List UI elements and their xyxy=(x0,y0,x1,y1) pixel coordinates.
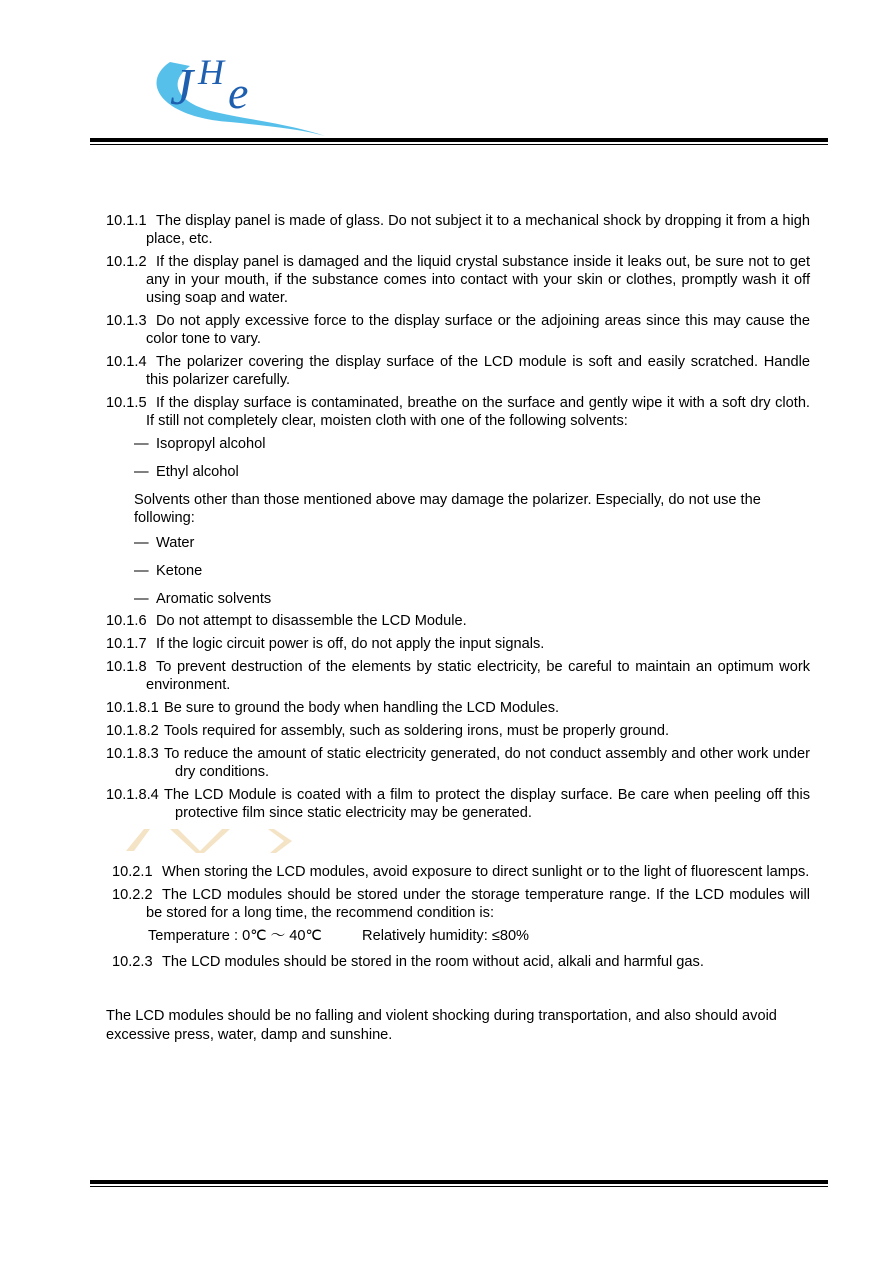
item-number: 10.1.1 xyxy=(106,213,147,229)
solvent-name: Isopropyl alcohol xyxy=(156,436,266,452)
section-decoration xyxy=(106,827,810,853)
item-text: The LCD modules should be stored under the storage temperature range. If the LCD modules will be stored for a long time, the recommend condition is: xyxy=(146,887,810,921)
storage-section xyxy=(106,863,810,971)
list-item xyxy=(106,394,810,430)
svg-text:e: e xyxy=(228,67,249,118)
decoration-graphic xyxy=(106,827,306,853)
list-item xyxy=(106,786,810,822)
solvent-name: Water xyxy=(156,535,195,551)
list-item xyxy=(112,886,810,922)
item-text: If the display surface is contaminated, breathe on the surface and gently wipe it with a soft dry cloth. If still not completely clear, moisten cloth with one of the following solvents: xyxy=(146,395,810,429)
solvents-note: Solvents other than those mentioned above may damage the polarizer. Especially, do not use the following: xyxy=(134,492,761,526)
list-item xyxy=(106,590,810,608)
item-number: 10.1.8.2 xyxy=(106,723,159,739)
item-text: If the logic circuit power is off, do not apply the input signals. xyxy=(156,636,545,652)
solvent-name: Ethyl alcohol xyxy=(156,464,239,480)
item-text: Do not apply excessive force to the display surface or the adjoining areas since this may cause the color tone to vary. xyxy=(146,313,810,347)
storage-humidity: Relatively humidity: ≤80% xyxy=(362,928,530,944)
item-text: The display panel is made of glass. Do not subject it to a mechanical shock by dropping it from a high place, etc. xyxy=(146,213,810,247)
transportation-text: The LCD modules should be no falling and violent shocking during transportation, and also should avoid excessive press, water, damp and sunshine. xyxy=(106,1008,777,1043)
list-item xyxy=(106,212,810,248)
list-item xyxy=(106,253,810,307)
list-item xyxy=(106,312,810,348)
list-item xyxy=(106,722,810,740)
list-item xyxy=(106,562,810,580)
header-rule xyxy=(90,138,828,145)
solvents-bad-list xyxy=(106,534,810,608)
handling-precautions xyxy=(106,212,810,430)
list-item xyxy=(106,745,810,781)
item-text: To reduce the amount of static electricity generated, do not conduct assembly and other work under dry conditions. xyxy=(164,746,810,780)
list-item xyxy=(106,612,810,630)
svg-text:H: H xyxy=(198,52,224,92)
item-number: 10.1.8.3 xyxy=(106,746,159,762)
list-item xyxy=(106,658,810,694)
list-item xyxy=(112,863,810,881)
list-item xyxy=(106,534,810,552)
item-number: 10.1.6 xyxy=(106,613,147,629)
dash-bullet: — xyxy=(134,535,149,551)
list-item xyxy=(106,353,810,389)
item-number: 10.1.8.4 xyxy=(106,787,159,803)
item-text: The LCD Module is coated with a film to protect the display surface. Be care when peeling off this protective film since static electricity may be generated. xyxy=(164,787,810,821)
item-text: Be sure to ground the body when handling the LCD Modules. xyxy=(164,700,560,716)
item-text: The polarizer covering the display surface of the LCD module is soft and easily scratched. Handle this polarizer carefully. xyxy=(146,354,810,388)
list-item xyxy=(106,435,810,453)
item-number: 10.1.3 xyxy=(106,313,147,329)
dash-bullet: — xyxy=(134,563,149,579)
item-number: 10.2.1 xyxy=(112,864,153,880)
footer-rule xyxy=(90,1180,828,1187)
static-precautions xyxy=(106,612,810,822)
document-body xyxy=(106,212,810,1045)
item-text: To prevent destruction of the elements by static electricity, be careful to maintain an optimum work environment. xyxy=(146,659,810,693)
storage-conditions xyxy=(112,927,810,945)
item-number: 10.1.2 xyxy=(106,254,147,270)
svg-text:J: J xyxy=(170,59,194,116)
item-number: 10.1.7 xyxy=(106,636,147,652)
list-item xyxy=(106,463,810,481)
company-logo xyxy=(140,42,330,137)
item-number: 10.1.4 xyxy=(106,354,147,370)
storage-temperature: Temperature : 0℃ ～ 40℃ xyxy=(148,928,322,944)
item-text: When storing the LCD modules, avoid exposure to direct sunlight or to the light of fluorescent lamps. xyxy=(162,864,810,880)
list-item xyxy=(112,953,810,971)
item-number: 10.2.2 xyxy=(112,887,153,903)
dash-bullet: — xyxy=(134,464,149,480)
storage-list xyxy=(112,863,810,922)
dash-bullet: — xyxy=(134,436,149,452)
item-number: 10.1.8 xyxy=(106,659,147,675)
list-item xyxy=(106,635,810,653)
item-text: Do not attempt to disassemble the LCD Module. xyxy=(156,613,467,629)
solvents-ok-list xyxy=(106,435,810,481)
item-number: 10.2.3 xyxy=(112,954,153,970)
item-text: The LCD modules should be stored in the room without acid, alkali and harmful gas. xyxy=(162,954,704,970)
list-item xyxy=(106,699,810,717)
item-text: If the display panel is damaged and the liquid crystal substance inside it leaks out, be sure not to get any in your mouth, if the substance comes into contact with your skin or clothes, promptly wash it off using soap and water. xyxy=(146,254,810,306)
logo-graphic xyxy=(140,42,330,137)
dash-bullet: — xyxy=(134,591,149,607)
item-number: 10.1.8.1 xyxy=(106,700,159,716)
solvent-name: Aromatic solvents xyxy=(156,591,272,607)
item-text: Tools required for assembly, such as soldering irons, must be properly ground. xyxy=(164,723,670,739)
solvent-name: Ketone xyxy=(156,563,203,579)
item-number: 10.1.5 xyxy=(106,395,147,411)
